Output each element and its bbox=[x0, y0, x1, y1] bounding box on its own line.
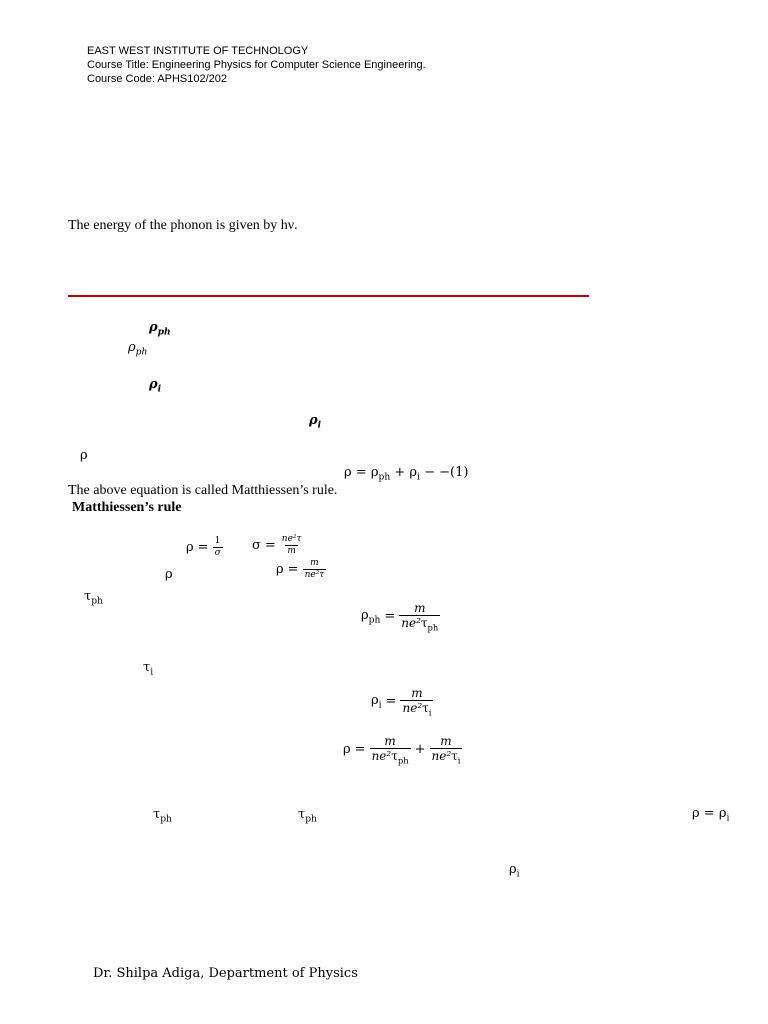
rho-ph-italic-symbol: $\rho_{ph}$ bbox=[128, 340, 148, 358]
rho-ph-equation: $\rho_{ph}$ = $\frac{m}{ne^2\tau_{ph}}$ bbox=[361, 601, 439, 633]
matthiessen-equation: $\rho = \rho_{ph} + \rho_i - -(1)$ bbox=[344, 465, 469, 483]
matthiessen-heading: Matthiessen’s rule bbox=[72, 500, 182, 515]
header-course-title: Course Title: Engineering Physics for Computer Science Engineering. bbox=[87, 59, 426, 71]
sigma-equation: σ = $\frac{\text{ne²τ}}{m}$ bbox=[252, 534, 302, 556]
rho-i-symbol: $\rho_i$ bbox=[509, 862, 520, 880]
rho-symbol: ρ bbox=[80, 448, 88, 463]
phonon-energy-text: The energy of the phonon is given by hν. bbox=[68, 218, 298, 233]
rho-m-over-ne2tau: ρ = $\frac{m}{\text{ne²τ}}$ bbox=[276, 558, 325, 580]
rho-i-bold-symbol: $\rho_i$ bbox=[149, 377, 162, 395]
header-institute: EAST WEST INSTITUTE OF TECHNOLOGY bbox=[87, 45, 309, 57]
footer-author: Dr. Shilpa Adiga, Department of Physics bbox=[93, 966, 358, 981]
header-course-code: Course Code: APHS102/202 bbox=[87, 73, 228, 85]
rho-i-bold-symbol-2: $\rho_i$ bbox=[309, 413, 322, 431]
tau-i-symbol: $\tau_i$ bbox=[143, 660, 154, 678]
rho-equals-rho-i: $\rho = \rho_i$ bbox=[692, 806, 730, 824]
matthiessen-sentence: The above equation is called Matthiessen’s rule. bbox=[68, 483, 338, 498]
rho-ph-bold-symbol: $\rho_{ph}$ bbox=[149, 320, 171, 338]
rho-symbol-2: ρ bbox=[165, 567, 173, 582]
section-divider bbox=[68, 295, 589, 297]
rho-one-over-sigma: ρ = $\frac{1}{\sigma}$ bbox=[186, 536, 221, 558]
tau-ph-symbol: $\tau_{ph}$ bbox=[84, 589, 103, 607]
tau-ph-symbol-2: $\tau_{ph}$ bbox=[153, 807, 172, 825]
tau-ph-symbol-3: $\tau_{ph}$ bbox=[298, 807, 317, 825]
total-rho-equation: ρ = $\frac{m}{ne^2\tau_{ph}}$ + $\frac{m}{ne^2\tau_i}$ bbox=[343, 734, 461, 766]
rho-i-equation: $\rho_i$ = $\frac{m}{ne^2\tau_i}$ bbox=[371, 686, 432, 718]
